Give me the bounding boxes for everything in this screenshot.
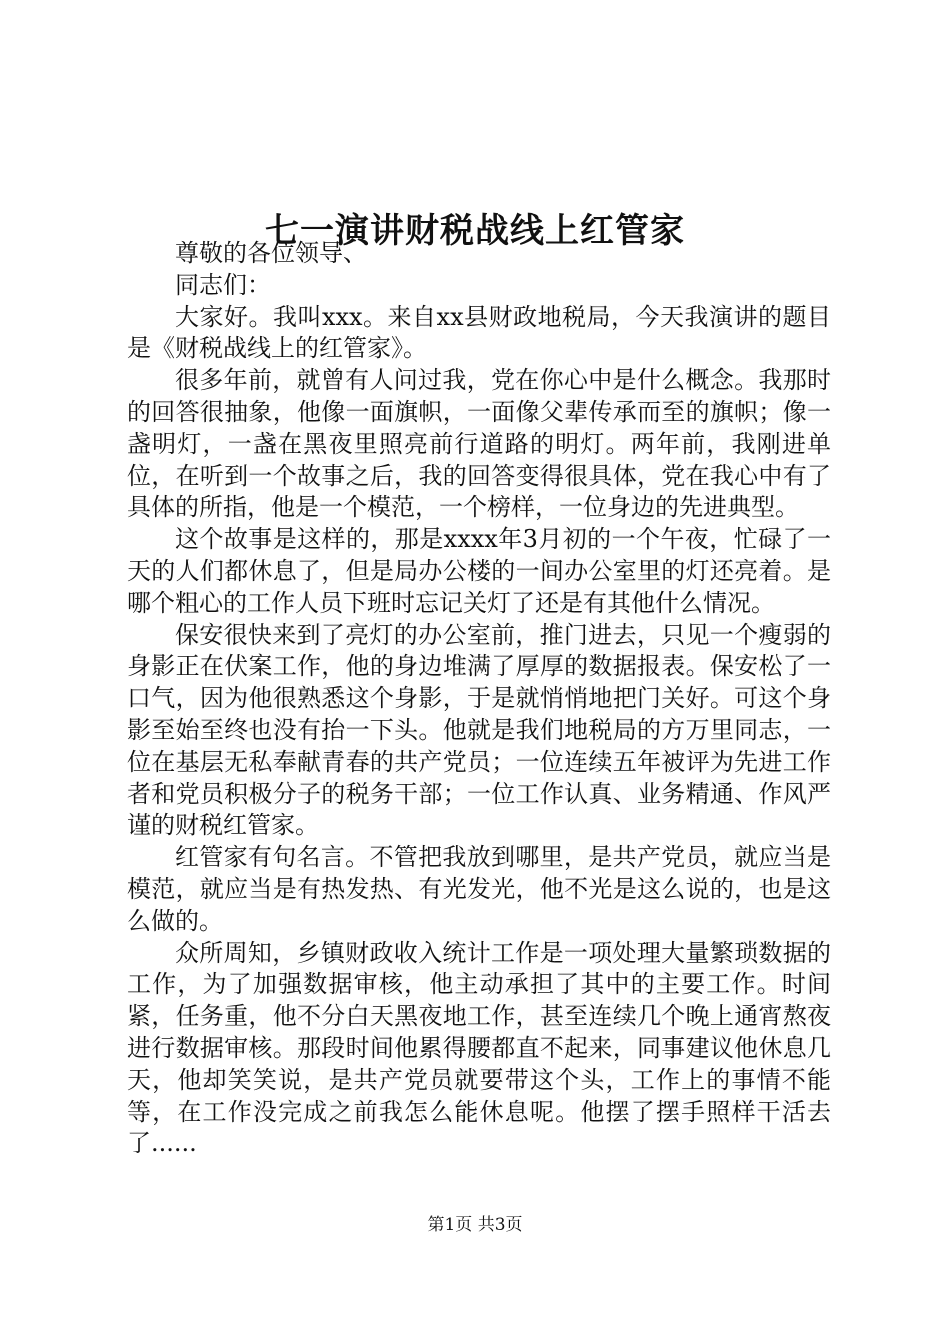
document-body: [127, 238, 831, 1160]
page-footer: 第1页 共3页: [427, 1215, 523, 1235]
paragraph-motto: 红管家有句名言。不管把我放到哪里，是共产党员，就应当是模范，就应当是有热发热、有光发光，他不光是这么说的，也是这么做的。: [127, 843, 831, 935]
paragraph-intro: 大家好。我叫xxx。来自xx县财政地税局，今天我演讲的题目是《财税战线上的红管家》。: [127, 302, 831, 363]
paragraph-data-work: 众所周知，乡镇财政收入统计工作是一项处理大量繁琐数据的工作，为了加强数据审核，他主动承担了其中的主要工作。时间紧，任务重，他不分白天黑夜地工作，甚至连续几个晚上通宵熬夜进行数据审核。那段时间他累得腰都直不起来，同事建议他休息几天，他却笑笑说，是共产党员就要带这个头，工作上的事情不能等，在工作没完成之前我怎么能休息呢。他摆了摆手照样干活去了......: [127, 938, 831, 1158]
salutation-line-2: 同志们：: [175, 270, 271, 299]
salutation-line-1: 尊敬的各位领导、: [175, 239, 367, 267]
document-title: 七一演讲财税战线上红管家: [265, 210, 685, 251]
paragraph-party-meaning: 很多年前，就曾有人问过我，党在你心中是什么概念。我那时的回答很抽象，他像一面旗帜，一面像父辈传承而至的旗帜；像一盏明灯，一盏在黑夜里照亮前行道路的明灯。两年前，我刚进单位，在听到一个故事之后，我的回答变得很具体，党在我心中有了具体的所指，他是一个模范，一个榜样，一位身边的先进典型。: [127, 366, 831, 522]
paragraph-security-guard: 保安很快来到了亮灯的办公室前，推门进去，只见一个瘦弱的身影正在伏案工作，他的身边堆满了厚厚的数据报表。保安松了一口气，因为他很熟悉这个身影，于是就悄悄地把门关好。可这个身影至始至终也没有抬一下头。他就是我们地税局的方万里同志，一位在基层无私奉献青春的共产党员；一位连续五年被评为先进工作者和党员积极分子的税务干部；一位工作认真、业务精通、作风严谨的财税红管家。: [127, 620, 831, 840]
paragraph-story-start: 这个故事是这样的，那是xxxx年3月初的一个午夜，忙碌了一天的人们都休息了，但是局办公楼的一间办公室里的灯还亮着。是哪个粗心的工作人员下班时忘记关灯了还是有其他什么情况。: [127, 525, 831, 617]
